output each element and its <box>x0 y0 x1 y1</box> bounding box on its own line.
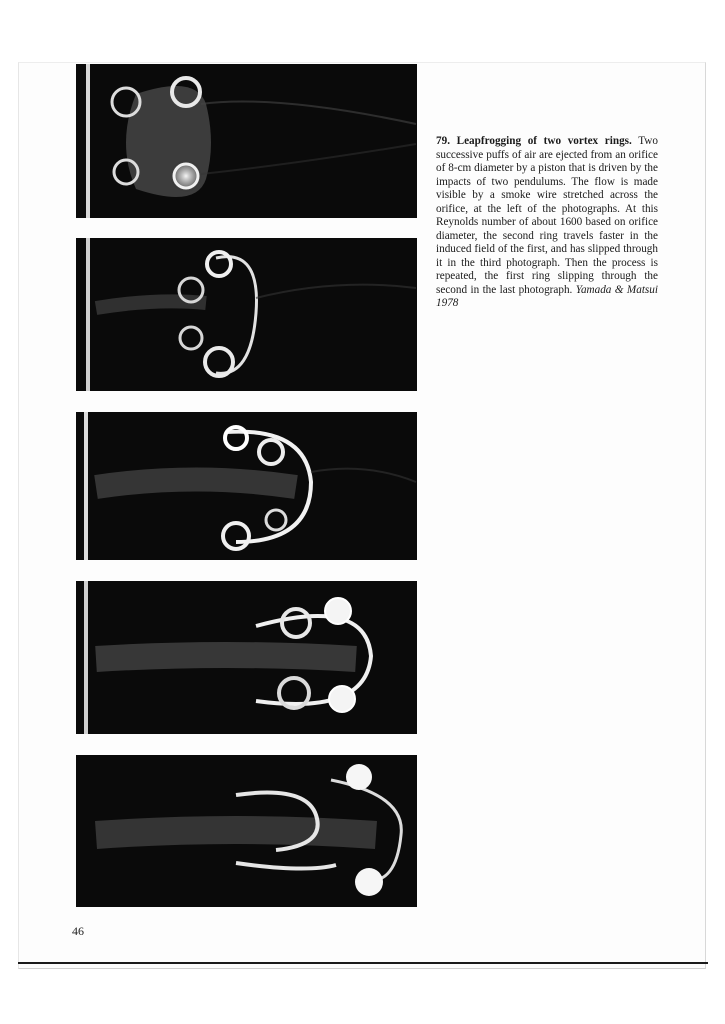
figure-caption <box>436 135 658 311</box>
figure-body: Two successive puffs of air are ejected from an orifice of 8-cm diameter by a piston that is driven by the impacts of two pendulums. The flow is made visible by a smoke wire stretched across the orifice, at the left of the photographs. At this Reynolds number of about 1600 based on orifice diameter, the second ring travels faster in the induced field of the first, and has slipped through it in the third photograph. Then the process is repeated, the first ring slipping through the second in the last photograph. <box>436 135 658 296</box>
vortex-photograph-2 <box>76 238 417 391</box>
vortex-photograph-1 <box>76 64 417 218</box>
page-number: 46 <box>72 924 84 938</box>
figure-number: 79. <box>436 135 450 148</box>
vortex-photograph-3 <box>76 412 417 560</box>
figure-citation: Yamada & Matsui 1978 <box>436 283 658 310</box>
page-bottom-rule <box>18 962 708 964</box>
vortex-photograph-4 <box>76 581 417 734</box>
vortex-photograph-5 <box>76 755 417 907</box>
figure-title: Leapfrogging of two vortex rings. <box>456 135 632 148</box>
